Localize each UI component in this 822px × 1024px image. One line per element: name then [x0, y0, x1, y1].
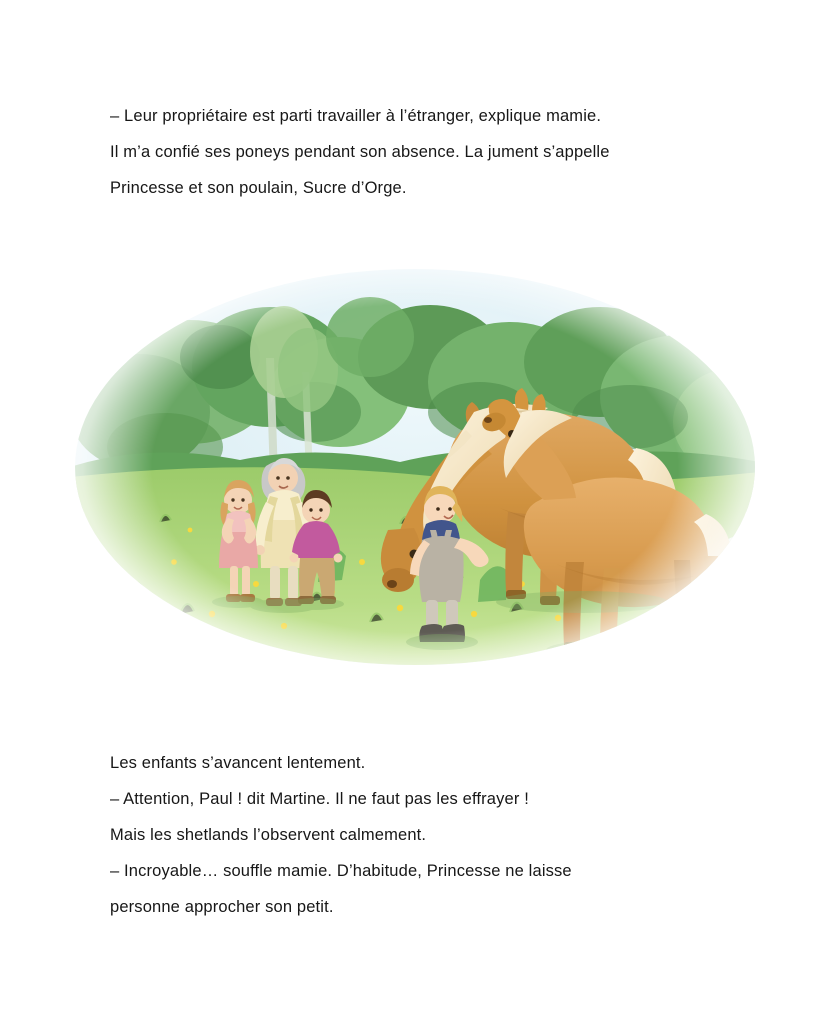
paragraph-bottom-line-5: personne approcher son petit.: [110, 898, 334, 916]
paragraph-top-line-3: Princesse et son poulain, Sucre d’Orge.: [110, 179, 407, 197]
paragraph-bottom-line-3: Mais les shetlands l’observent calmement.: [110, 826, 427, 844]
illustration-vignette: [70, 262, 760, 692]
paragraph-top-line-1: – Leur propriétaire est parti travailler à l’étranger, explique mamie.: [110, 107, 602, 125]
paragraph-bottom-line-2: – Attention, Paul ! dit Martine. Il ne faut pas les effrayer !: [110, 790, 529, 808]
paragraph-bottom-line-4: – Incroyable… souffle mamie. D’habitude, Princesse ne laisse: [110, 862, 572, 880]
paragraph-bottom: [110, 745, 720, 925]
paragraph-top: [110, 98, 720, 206]
paragraph-top-line-2: Il m’a confié ses poneys pendant son absence. La jument s’appelle: [110, 143, 610, 161]
paragraph-bottom-line-1: Les enfants s’avancent lentement.: [110, 754, 366, 772]
illustration-ponies-and-children: [70, 262, 760, 692]
